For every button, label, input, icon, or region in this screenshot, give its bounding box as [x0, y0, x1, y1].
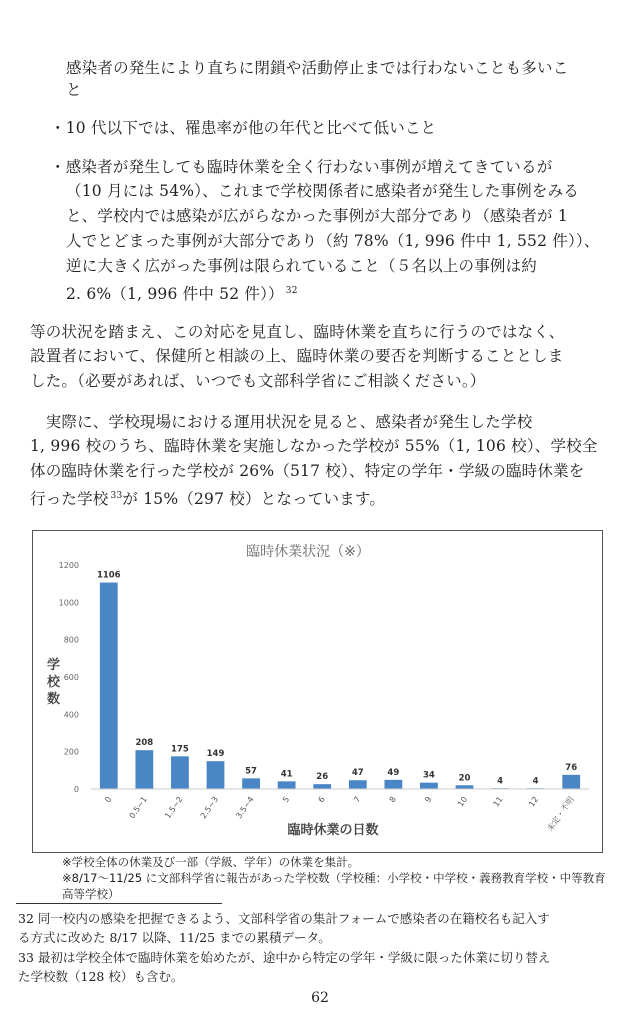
data-label: 4 [497, 776, 504, 787]
x-tick-label: 6 [316, 794, 327, 805]
bar [313, 784, 331, 789]
y-tick-label: 200 [63, 747, 79, 757]
body-line: 人でとどまった事例が大部分であり（約 78%（1, 996 件中 1, 552 件））、 [66, 232, 600, 250]
bar [562, 775, 580, 789]
x-tick-label: 3.5~4 [234, 794, 256, 821]
body-line [66, 281, 298, 304]
chart-canvas [33, 531, 602, 852]
y-tick-label: 0 [73, 785, 79, 794]
footnote: た学校数（128 校）も含む。 [18, 969, 184, 984]
y-tick-label: 600 [63, 673, 79, 682]
x-tick-label: 7 [352, 794, 363, 805]
x-tick-label: 0 [103, 794, 114, 805]
body-line: と、学校内では感染が広がらなかった事例が大部分であり（感染者が 1 [66, 207, 568, 225]
footnote-ref-33: 33 [110, 491, 123, 501]
footnote: る方式に改めた 8/17 以降、11/25 までの累積データ。 [18, 930, 331, 945]
body-line: 感染者の発生により直ちに閉鎖や活動停止までは行わないことも多いこ [66, 59, 569, 77]
footnote: 33 最初は学校全体で臨時休業を始めたが、途中から特定の学年・学級に限った休業に切り替え [18, 950, 551, 965]
y-tick-label: 1000 [58, 598, 79, 608]
data-label: 34 [423, 770, 435, 781]
body-line: 等の状況を踏まえ、この対応を見直し、臨時休業を直ちに行うのではなく、 [30, 323, 565, 341]
data-label: 149 [206, 749, 225, 760]
body-text: が 15%（297 校）となっています。 [122, 490, 386, 508]
bar [384, 780, 402, 789]
page-number: 62 [311, 990, 329, 1006]
body-line: 逆に大きく広がった事例は限られていること（５名以上の事例は約 [66, 257, 538, 275]
footnote-ref-32: 32 [285, 286, 298, 296]
x-tick-label: 2.5~3 [198, 794, 221, 821]
x-tick-label: 12 [527, 794, 541, 809]
data-label: 76 [565, 762, 578, 773]
body-line [30, 486, 385, 509]
chart-title: 臨時休業状況（※） [246, 544, 370, 560]
x-tick-label: 1.5~2 [163, 794, 185, 821]
data-label: 47 [351, 768, 364, 779]
x-tick-label: 5 [280, 794, 292, 805]
bar [456, 785, 474, 789]
body-line: 体の臨時休業を行った学校が 26%（517 校）、特定の学年・学級の臨時休業を [30, 462, 585, 480]
body-text: 2. 6%（1, 996 件中 52 件）） [66, 285, 284, 303]
bar-chart [32, 530, 603, 853]
y-tick-label: 1200 [58, 561, 79, 570]
x-axis-label: 臨時休業の日数 [287, 823, 379, 838]
bar [242, 778, 260, 789]
bar [100, 583, 118, 789]
bar [420, 783, 438, 789]
data-label: 57 [245, 766, 257, 777]
x-tick-label: 10 [455, 794, 470, 809]
body-line: 実際に、学校現場における運用状況を見ると、感染者が発生した学校 [30, 413, 533, 431]
data-label: 1106 [96, 570, 121, 581]
y-tick-label: 400 [63, 710, 79, 720]
data-label: 4 [532, 776, 539, 787]
bar [207, 761, 225, 789]
body-line: 設置者において、保健所と相談の上、臨時休業の要否を判断することとしま [30, 347, 564, 365]
data-label: 175 [171, 744, 189, 755]
bar [171, 756, 189, 789]
bar [349, 780, 367, 789]
data-label: 41 [280, 769, 293, 780]
body-line: （10 月には 54%）、これまで学校関係者に感染者が発生した事例をみる [66, 182, 579, 200]
bar [278, 781, 296, 789]
x-tick-label: 9 [423, 794, 434, 805]
data-label: 26 [316, 772, 329, 783]
bar [135, 750, 153, 789]
body-text: 行った学校 [30, 490, 109, 508]
data-label: 49 [387, 767, 400, 778]
data-label: 208 [135, 738, 154, 749]
body-line: 1, 996 校のうち、臨時休業を実施しなかった学校が 55%（1, 106 校）、学校全 [30, 437, 598, 455]
y-tick-label: 800 [63, 635, 79, 645]
footnote: 32 同一校内の感染を把握できるよう、文部科学省の集計フォームで感染者の在籍校名も記入す [18, 911, 550, 926]
footnote-divider [16, 903, 222, 904]
body-line: と [66, 81, 82, 99]
data-label: 20 [458, 773, 471, 784]
x-tick-label: 11 [491, 794, 505, 809]
chart-note: ※8/17～11/25 に文部科学省に報告があった学校数（学校種：小学校・中学校・義務教育学校・中等教育 [62, 871, 606, 885]
bullet-line: ・感染者が発生しても臨時休業を全く行わない事例が増えてきているが [50, 158, 553, 176]
x-tick-label: 0.5~1 [127, 794, 149, 821]
bullet-line: ・10 代以下では、罹患率が他の年代と比べて低いこと [50, 119, 437, 137]
x-tick-label: 8 [387, 794, 398, 805]
chart-note: 高等学校） [62, 887, 120, 901]
chart-note: ※学校全体の休業及び一部（学級、学年）の休業を集計。 [62, 855, 360, 869]
x-tick-label: 未定・不明 [545, 794, 576, 833]
y-axis-label: 学校数 [47, 658, 61, 707]
body-line: した。（必要があれば、いつでも文部科学省にご相談ください。） [30, 372, 486, 390]
